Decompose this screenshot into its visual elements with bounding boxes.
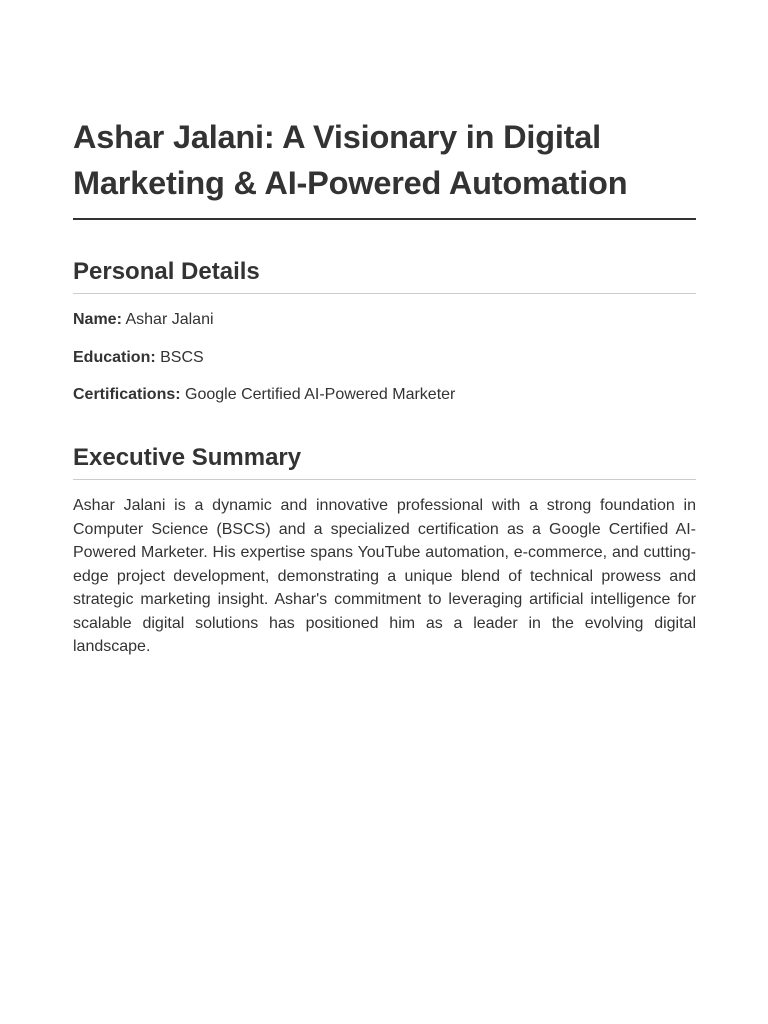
personal-details-section [73,257,696,406]
document-title: Ashar Jalani: A Visionary in Digital Marketing & AI-Powered Automation [73,114,696,220]
detail-label-name: Name: [73,311,122,328]
detail-label-certifications: Certifications: [73,386,181,403]
executive-summary-text: Ashar Jalani is a dynamic and innovative professional with a strong foundation in Computer Science (BSCS) and a specialized certification as a Google Certified AI-Powered Marketer. His expertise spans YouTube automation, e-commerce, and cutting-edge project development, demonstrating a unique blend of technical prowess and strategic marketing insight. Ashar's commitment to leveraging artificial intelligence for scalable digital solutions has positioned him as a leader in the evolving digital landscape. [73,497,696,655]
detail-value-education: BSCS [160,348,204,366]
detail-row-certifications [73,384,696,406]
detail-row-education [73,347,696,369]
executive-summary-section [73,443,696,659]
personal-details-heading: Personal Details [73,257,696,294]
personal-details-list [73,309,696,406]
detail-value-name: Ashar Jalani [125,311,214,328]
executive-summary-heading: Executive Summary [73,443,696,480]
detail-row-name [73,309,696,331]
detail-value-certifications: Google Certified AI-Powered Marketer [185,386,456,403]
detail-label-education: Education: [73,348,156,366]
